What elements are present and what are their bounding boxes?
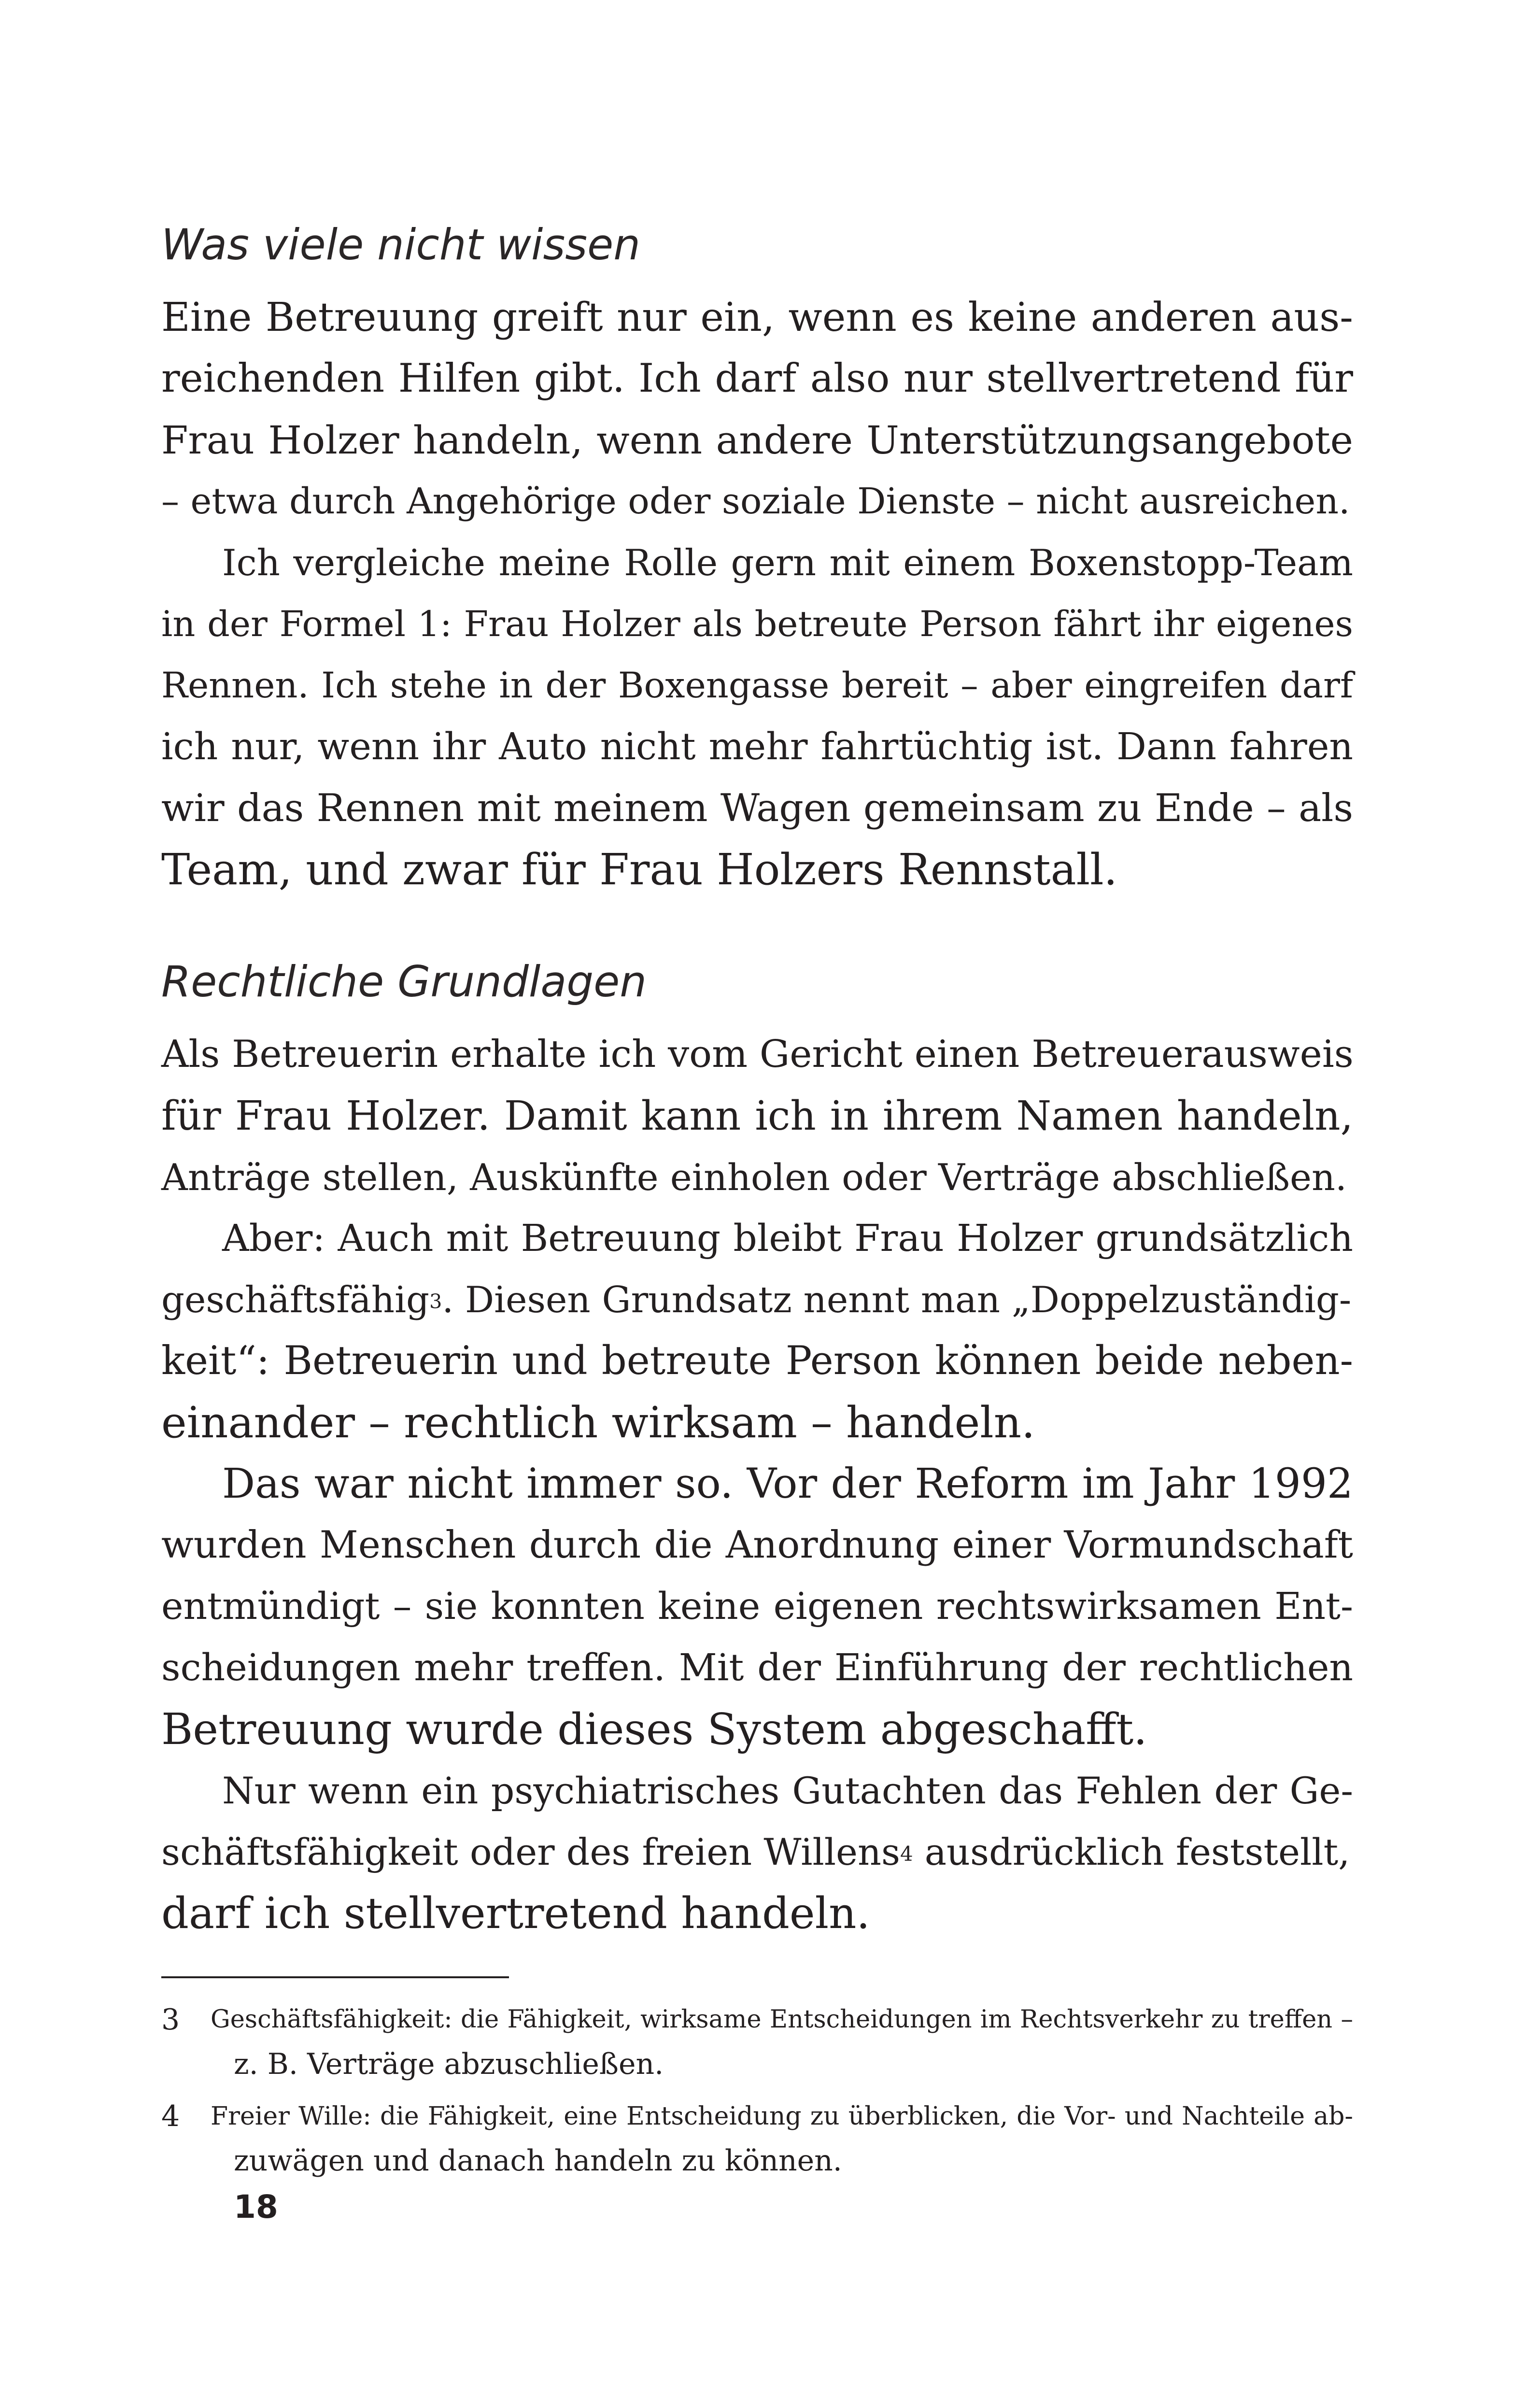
footnote-text: z. B. Verträge abzuschließen. <box>234 2047 664 2081</box>
paragraph-line: Betreuung wurde dieses System abgeschafft. <box>161 1704 1147 1754</box>
paragraph-line: scheidungen mehr treffen. Mit der Einführung der rechtlichen <box>161 1646 1353 1689</box>
footnote-text: zuwägen und danach handeln zu können. <box>234 2144 842 2178</box>
paragraph-line: Frau Holzer handeln, wenn andere Unterstützungsangebote <box>161 418 1353 463</box>
paragraph-line: für Frau Holzer. Damit kann ich in ihrem Namen handeln, <box>161 1092 1353 1139</box>
paragraph-line: in der Formel 1: Frau Holzer als betreute Person fährt ihr eigenes <box>161 604 1353 645</box>
line-text: . Diesen Grundsatz nennt man „Doppelzuständig- <box>442 1278 1352 1321</box>
footnote-number: 4 <box>161 2099 180 2133</box>
paragraph-line: entmündigt – sie konnten keine eigenen rechtswirksamen Ent- <box>161 1585 1353 1628</box>
line-text: schäftsfähigkeit oder des freien Willens <box>161 1830 900 1873</box>
paragraph-line: einander – rechtlich wirksam – handeln. <box>161 1397 1035 1447</box>
section-heading-was-viele-nicht-wissen: Was viele nicht wissen <box>161 220 641 269</box>
paragraph-line: Eine Betreuung greift nur ein, wenn es keine anderen aus- <box>161 295 1353 340</box>
paragraph-line: keit“: Betreuerin und betreute Person können beide neben- <box>161 1338 1353 1384</box>
footnote-ref-3[interactable]: 3 <box>429 1290 442 1313</box>
paragraph-line: Rennen. Ich stehe in der Boxengasse bereit – aber eingreifen darf <box>161 665 1353 706</box>
paragraph-line-with-footnote <box>161 1821 1353 1883</box>
footnote-ref-4[interactable]: 4 <box>900 1842 913 1866</box>
paragraph-line: ich nur, wenn ihr Auto nicht mehr fahrtüchtig ist. Dann fahren <box>161 725 1353 768</box>
paragraph-line: reichenden Hilfen gibt. Ich darf also nur stellvertretend für <box>161 356 1353 401</box>
footnote-text: Geschäftsfähigkeit: die Fähigkeit, wirksame Entscheidungen im Rechtsverkehr zu treffen – <box>211 2005 1353 2034</box>
section-heading-rechtliche-grundlagen: Rechtliche Grundlagen <box>161 957 647 1007</box>
paragraph-line: Ich vergleiche meine Rolle gern mit einem Boxenstopp-Team <box>222 541 1353 584</box>
footnote-number: 3 <box>161 2003 180 2037</box>
paragraph-line: Nur wenn ein psychiatrisches Gutachten das Fehlen der Ge- <box>222 1769 1353 1812</box>
paragraph-line: Als Betreuerin erhalte ich vom Gericht einen Betreuerausweis <box>161 1033 1354 1076</box>
paragraph-line: – etwa durch Angehörige oder soziale Dienste – nicht ausreichen. <box>161 481 1350 522</box>
paragraph-line: wurden Menschen durch die Anordnung einer Vormundschaft <box>161 1523 1353 1567</box>
paragraph-line: Aber: Auch mit Betreuung bleibt Frau Holzer grundsätzlich <box>222 1217 1353 1260</box>
footnote-divider <box>161 1976 509 1978</box>
page-number: 18 <box>234 2188 278 2226</box>
paragraph-line-with-footnote <box>161 1269 1353 1331</box>
paragraph-line: Anträge stellen, Auskünfte einholen oder Verträge abschließen. <box>161 1156 1347 1199</box>
paragraph-line: darf ich stellvertretend handeln. <box>161 1888 870 1938</box>
paragraph-line: wir das Rennen mit meinem Wagen gemeinsam zu Ende – als <box>161 786 1353 830</box>
line-text: geschäftsfähig <box>161 1278 430 1321</box>
paragraph-line: Das war nicht immer so. Vor der Reform im Jahr 1992 <box>222 1460 1353 1508</box>
paragraph-line: Team, und zwar für Frau Holzers Rennstall. <box>161 844 1117 894</box>
line-text: ausdrücklich feststellt, <box>913 1830 1350 1873</box>
footnote-text: Freier Wille: die Fähigkeit, eine Entscheidung zu überblicken, die Vor- und Nachteile ab- <box>211 2102 1353 2131</box>
